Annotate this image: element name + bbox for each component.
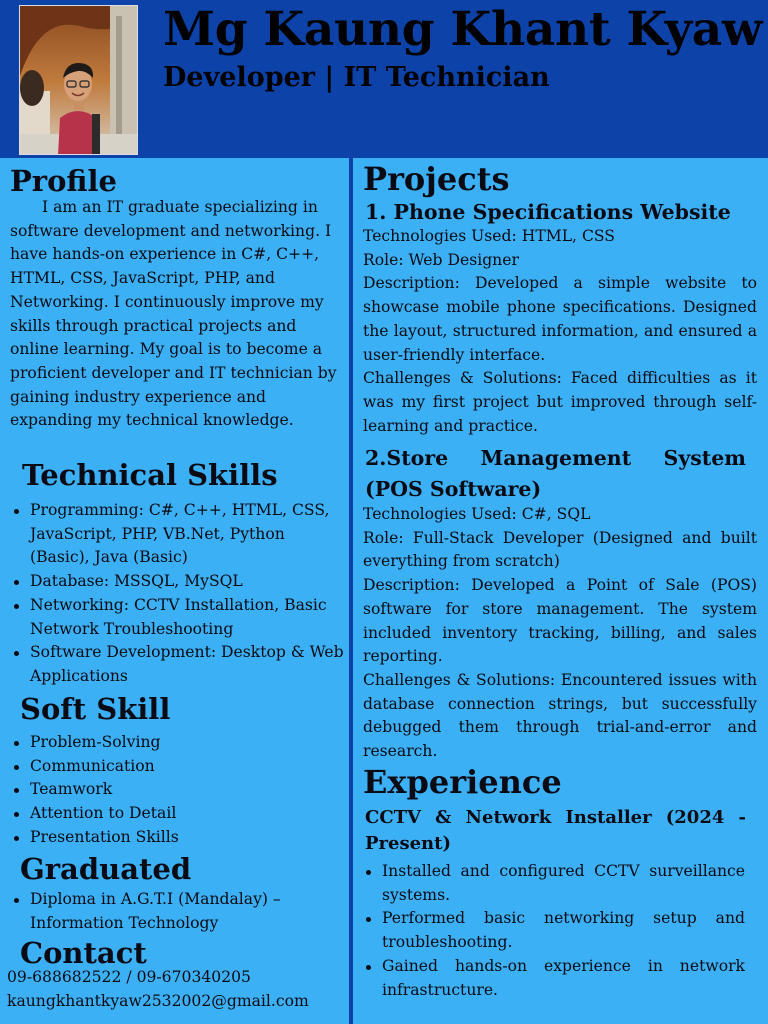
technical-skills-list xyxy=(10,499,345,689)
soft-skill-heading: Soft Skill xyxy=(20,692,171,726)
list-item: Installed and configured CCTV surveillance systems. xyxy=(362,860,745,907)
contact-heading: Contact xyxy=(20,936,147,970)
profile-photo xyxy=(19,5,138,155)
experience-list xyxy=(362,860,745,1002)
project-2-challenges: Challenges & Solutions: Encountered issues with database connection strings, but successfully debugged them through trial-and-error and research. xyxy=(363,670,757,761)
soft-skill-list xyxy=(10,731,340,850)
project-2-details xyxy=(363,503,757,764)
project-1-technologies: Technologies Used: HTML, CSS xyxy=(363,227,615,245)
project-2-role: Role: Full-Stack Developer (Designed and built everything from scratch) xyxy=(363,528,757,571)
list-item: Attention to Detail xyxy=(10,802,340,826)
list-item: Programming: C#, C++, HTML, CSS, JavaScript, PHP, VB.Net, Python (Basic), Java (Basic) xyxy=(10,499,345,570)
experience-heading: Experience xyxy=(363,763,562,801)
project-1-title: 1. Phone Specifications Website xyxy=(365,200,731,224)
profile-photo-image xyxy=(20,6,138,155)
list-item: Software Development: Desktop & Web Applications xyxy=(10,641,345,688)
list-item: Gained hands-on experience in network infrastructure. xyxy=(362,955,745,1002)
contact-email: kaungkhantkyaw2532002@gmail.com xyxy=(7,992,309,1010)
project-2-title: 2.Store Management System (POS Software) xyxy=(365,446,746,501)
project-1-details xyxy=(363,225,757,438)
project-1-challenges: Challenges & Solutions: Faced difficulties as it was my first project but improved through self-learning and practice. xyxy=(363,369,757,435)
profile-text: I am an IT graduate specializing in software development and networking. I have hands-on experience in C#, C++, HTML, CSS, JavaScript, PHP, and Networking. I continuously improve my skills through practical projects and online learning. My goal is to become a proficient developer and IT technician by gaining industry experience and expanding my technical knowledge. xyxy=(10,198,337,430)
project-1-description: Description: Developed a simple website to showcase mobile phone specifications. Designed the layout, structured information, and ensured a user-friendly interface. xyxy=(363,274,757,364)
list-item: Teamwork xyxy=(10,778,340,802)
project-2-technologies: Technologies Used: C#, SQL xyxy=(363,505,591,523)
experience-title: CCTV & Network Installer (2024 - Present) xyxy=(365,807,746,854)
header-banner xyxy=(0,0,768,158)
graduated-heading: Graduated xyxy=(20,852,192,886)
right-column xyxy=(353,158,768,1024)
graduated-list xyxy=(10,888,310,935)
projects-heading: Projects xyxy=(363,160,510,198)
profile-heading: Profile xyxy=(10,164,117,198)
project-2-description: Description: Developed a Point of Sale (POS) software for store management. The system included inventory tracking, billing, and sales reporting. xyxy=(363,576,757,666)
project-1-role: Role: Web Designer xyxy=(363,250,519,269)
contact-phone: 09-688682522 / 09-670340205 xyxy=(7,968,251,986)
list-item: Database: MSSQL, MySQL xyxy=(10,570,345,594)
list-item: Presentation Skills xyxy=(10,826,340,850)
list-item: Communication xyxy=(10,755,340,779)
technical-skills-heading: Technical Skills xyxy=(22,458,278,492)
list-item: Diploma in A.G.T.I (Mandalay) – Information Technology xyxy=(10,888,310,935)
list-item: Performed basic networking setup and troubleshooting. xyxy=(362,907,745,954)
list-item: Problem-Solving xyxy=(10,731,340,755)
list-item: Networking: CCTV Installation, Basic Network Troubleshooting xyxy=(10,594,345,641)
job-title: Developer | IT Technician xyxy=(163,62,550,93)
left-column xyxy=(0,158,349,1024)
person-name: Mg Kaung Khant Kyaw xyxy=(163,2,763,57)
